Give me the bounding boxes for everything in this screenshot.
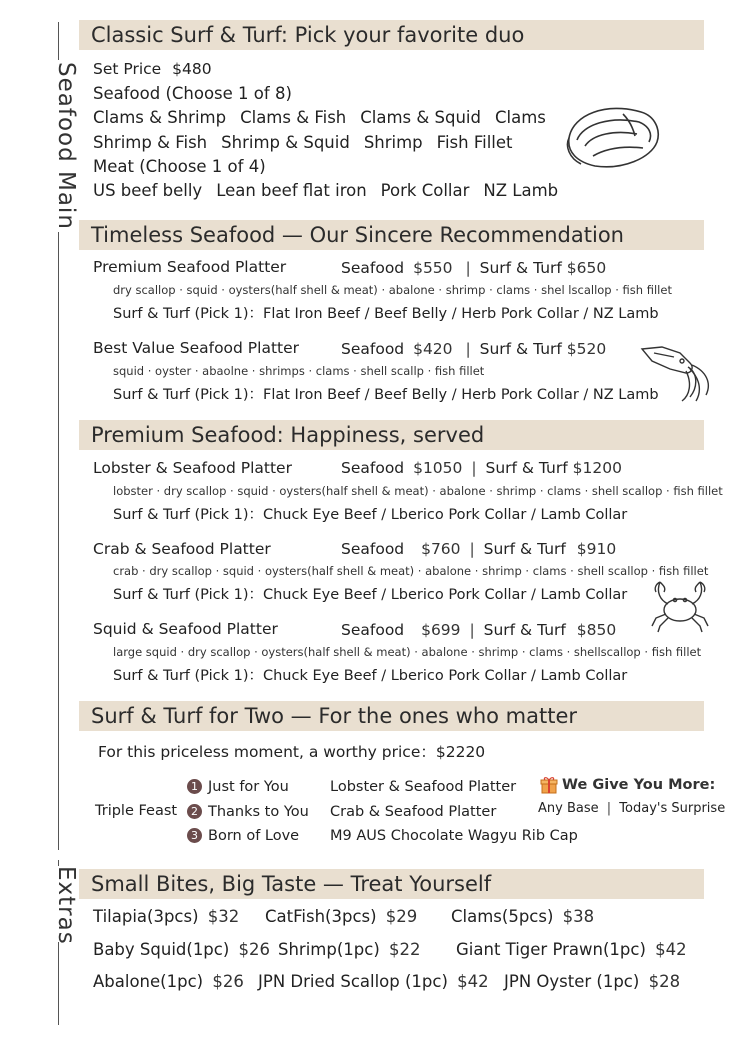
course-title: Just for You bbox=[208, 779, 289, 795]
meat-options-row bbox=[93, 181, 572, 200]
surf-turf-label: Surf & Turf bbox=[483, 540, 566, 558]
surf-turf-price: $520 bbox=[566, 340, 607, 358]
surf-turf-price: $650 bbox=[566, 259, 607, 277]
set-price-value: $480 bbox=[172, 60, 212, 78]
extra-price: $22 bbox=[389, 940, 421, 959]
seafood-price: $760 bbox=[421, 540, 461, 558]
surf-turf-price: $1200 bbox=[572, 459, 622, 477]
section-banner-classic: Classic Surf & Turf: Pick your favorite duo bbox=[79, 20, 704, 50]
seafood-label: Seafood bbox=[341, 259, 405, 277]
extra-name: Abalone(1pc) bbox=[93, 972, 204, 991]
extra-name: CatFish(3pcs) bbox=[265, 907, 377, 926]
section-banner-for-two: Surf & Turf for Two — For the ones who matter bbox=[79, 701, 704, 731]
for-two-tagline bbox=[98, 740, 485, 762]
course-title: Born of Love bbox=[208, 828, 300, 844]
platter-name: Lobster & Seafood Platter bbox=[93, 459, 292, 477]
platter-prices bbox=[341, 340, 606, 358]
seafood-option: Clams & Fish bbox=[240, 108, 347, 127]
triple-feast-label: Triple Feast bbox=[95, 803, 178, 819]
set-price-label: Set Price bbox=[93, 60, 162, 78]
extra-name: Baby Squid(1pc) bbox=[93, 940, 230, 959]
section-banner-premium: Premium Seafood: Happiness, served bbox=[79, 420, 704, 450]
platter-pick: Surf & Turf (Pick 1)：Chuck Eye Beef / Lberico Pork Collar / Lamb Collar bbox=[113, 507, 628, 523]
seafood-option: Fish Fillet bbox=[436, 133, 513, 152]
price-divider: | bbox=[465, 340, 471, 358]
extra-price: $26 bbox=[212, 972, 244, 991]
platter-items: lobster · dry scallop · squid · oysters(half shell & meat) · abalone · shrimp · clams · shell scallop · fish fillet bbox=[113, 484, 723, 498]
price-divider: | bbox=[471, 459, 477, 477]
extra-item bbox=[258, 972, 489, 991]
platter-prices bbox=[341, 259, 606, 277]
course-row bbox=[187, 804, 309, 820]
extra-price: $32 bbox=[207, 907, 240, 926]
extra-item bbox=[265, 907, 417, 926]
seafood-price: $699 bbox=[421, 621, 461, 639]
extra-price: $26 bbox=[238, 940, 271, 959]
platter-name: Premium Seafood Platter bbox=[93, 258, 287, 276]
extra-item bbox=[93, 972, 244, 991]
course-row bbox=[187, 779, 289, 795]
meat-option: US beef belly bbox=[93, 181, 203, 200]
course-number-badge: 3 bbox=[187, 828, 202, 843]
platter-pick: Surf & Turf (Pick 1)：Flat Iron Beef / Beef Belly / Herb Pork Collar / NZ Lamb bbox=[113, 387, 659, 403]
price-divider: | bbox=[469, 621, 475, 639]
extra-item bbox=[278, 940, 421, 959]
platter-name: Crab & Seafood Platter bbox=[93, 540, 271, 558]
extra-name: Clams(5pcs) bbox=[451, 907, 554, 926]
seafood-label: Seafood bbox=[341, 540, 405, 558]
meat-option: NZ Lamb bbox=[483, 181, 559, 200]
course-number-badge: 1 bbox=[187, 779, 202, 794]
surf-turf-label: Surf & Turf bbox=[479, 340, 562, 358]
platter-items: dry scallop · squid · oysters(half shell & meat) · abalone · shrimp · clams · shel lscallop · fish fillet bbox=[113, 283, 672, 297]
course-dish: M9 AUS Chocolate Wagyu Rib Cap bbox=[330, 828, 578, 844]
platter-prices bbox=[341, 621, 616, 639]
seafood-option: Shrimp bbox=[363, 133, 423, 152]
platter-name: Best Value Seafood Platter bbox=[93, 339, 300, 357]
bonus-divider: | bbox=[606, 801, 612, 816]
platter-items: large squid · dry scallop · oysters(half shell & meat) · abalone · shrimp · clams · shellscallop · fish fillet bbox=[113, 645, 702, 659]
meat-choice-heading: Meat (Choose 1 of 4) bbox=[93, 157, 266, 176]
side-label-seafood-main: Seafood Main bbox=[39, 60, 79, 232]
tagline-text: For this priceless moment, a worthy price： bbox=[98, 743, 436, 761]
platter-name: Squid & Seafood Platter bbox=[93, 620, 278, 638]
extra-price: $28 bbox=[648, 972, 681, 991]
extra-item bbox=[451, 907, 594, 926]
surf-turf-price: $850 bbox=[576, 621, 617, 639]
course-dish: Lobster & Seafood Platter bbox=[330, 779, 517, 795]
extra-name: JPN Oyster (1pc) bbox=[504, 972, 640, 991]
extra-price: $42 bbox=[655, 940, 687, 959]
extra-item bbox=[504, 972, 680, 991]
course-row bbox=[187, 828, 299, 844]
platter-items: crab · dry scallop · squid · oysters(half shell & meat) · abalone · shrimp · clams · shell scallop · fish fillet bbox=[113, 564, 709, 578]
surf-turf-label: Surf & Turf bbox=[479, 259, 562, 277]
bonus-right: Today's Surprise bbox=[619, 801, 726, 816]
seafood-price: $550 bbox=[413, 259, 453, 277]
course-number-badge: 2 bbox=[187, 804, 202, 819]
price-divider: | bbox=[465, 259, 471, 277]
price-divider: | bbox=[469, 540, 475, 558]
extra-item bbox=[456, 940, 687, 959]
extra-name: Shrimp(1pc) bbox=[278, 940, 380, 959]
seafood-choice-heading: Seafood (Choose 1 of 8) bbox=[93, 84, 292, 103]
seafood-label: Seafood bbox=[341, 621, 405, 639]
gift-icon bbox=[540, 776, 558, 794]
platter-items: squid · oyster · abaolne · shrimps · clams · shell scallp · fish fillet bbox=[113, 364, 485, 378]
surf-turf-label: Surf & Turf bbox=[483, 621, 566, 639]
platter-prices bbox=[341, 459, 622, 477]
seafood-price: $1050 bbox=[413, 459, 463, 477]
seafood-option: Clams bbox=[494, 108, 546, 127]
seafood-label: Seafood bbox=[341, 340, 405, 358]
seafood-options-row1 bbox=[93, 108, 560, 127]
bonus-title: We Give You More: bbox=[562, 777, 716, 793]
platter-pick: Surf & Turf (Pick 1)：Chuck Eye Beef / Lberico Pork Collar / Lamb Collar bbox=[113, 668, 628, 684]
set-price-line bbox=[93, 60, 212, 78]
section-banner-small-bites: Small Bites, Big Taste — Treat Yourself bbox=[79, 869, 704, 899]
for-two-price: $2220 bbox=[435, 743, 486, 761]
seafood-option: Clams & Shrimp bbox=[93, 108, 227, 127]
platter-prices bbox=[341, 540, 616, 558]
platter-pick: Surf & Turf (Pick 1)：Chuck Eye Beef / Lberico Pork Collar / Lamb Collar bbox=[113, 587, 628, 603]
extra-name: Giant Tiger Prawn(1pc) bbox=[456, 940, 646, 959]
extra-item bbox=[93, 940, 270, 959]
course-dish: Crab & Seafood Platter bbox=[330, 804, 497, 820]
extra-item bbox=[93, 907, 239, 926]
seafood-option: Shrimp & Fish bbox=[93, 133, 208, 152]
extra-name: Tilapia(3pcs) bbox=[93, 907, 199, 926]
bonus-left: Any Base bbox=[538, 801, 599, 816]
seafood-option: Clams & Squid bbox=[360, 108, 481, 127]
meat-option: Lean beef flat iron bbox=[216, 181, 367, 200]
meat-option: Pork Collar bbox=[380, 181, 470, 200]
extra-price: $42 bbox=[457, 972, 489, 991]
seafood-option: Shrimp & Squid bbox=[221, 133, 350, 152]
seafood-options-row2 bbox=[93, 133, 527, 152]
extra-price: $29 bbox=[385, 907, 418, 926]
course-title: Thanks to You bbox=[208, 804, 309, 820]
side-label-extras: Extras bbox=[39, 866, 79, 942]
seafood-price: $420 bbox=[413, 340, 453, 358]
section-banner-timeless: Timeless Seafood — Our Sincere Recommendation bbox=[79, 220, 704, 250]
extra-price: $38 bbox=[562, 907, 595, 926]
surf-turf-price: $910 bbox=[576, 540, 617, 558]
crab-icon bbox=[650, 574, 710, 634]
seafood-label: Seafood bbox=[341, 459, 405, 477]
surf-turf-label: Surf & Turf bbox=[485, 459, 568, 477]
clam-icon bbox=[563, 100, 663, 178]
squid-icon bbox=[640, 343, 714, 405]
platter-pick: Surf & Turf (Pick 1)：Flat Iron Beef / Beef Belly / Herb Pork Collar / NZ Lamb bbox=[113, 306, 659, 322]
bonus-options bbox=[538, 801, 725, 816]
extra-name: JPN Dried Scallop (1pc) bbox=[258, 972, 448, 991]
